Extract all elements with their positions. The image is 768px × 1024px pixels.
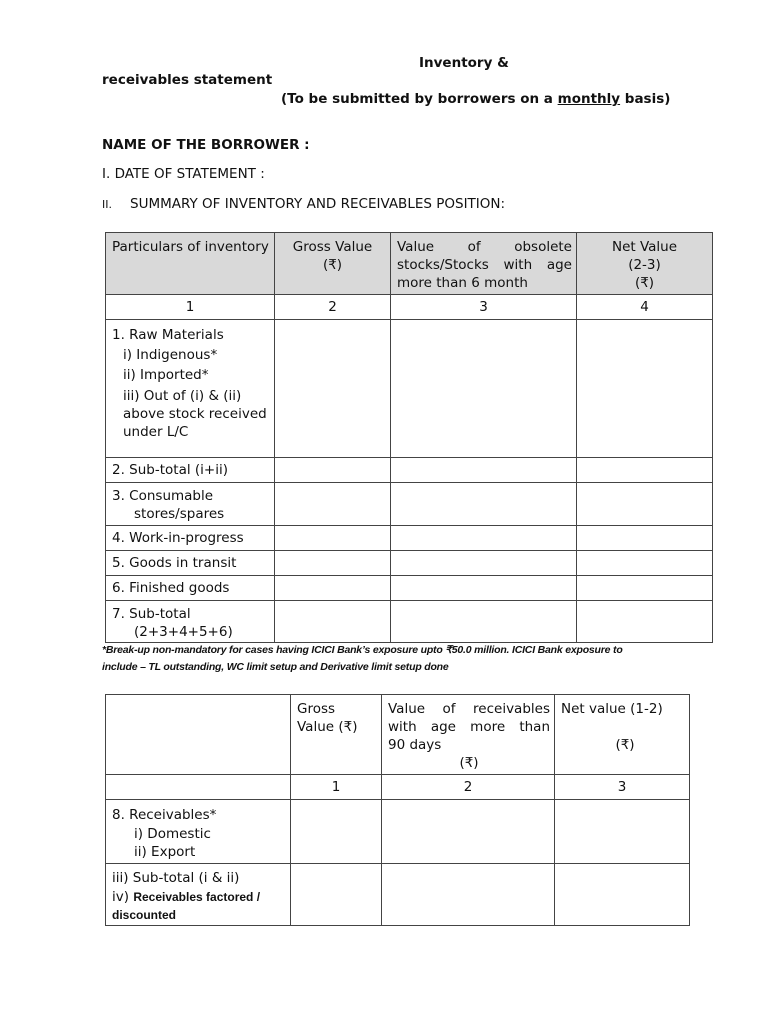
col-number: 2 (275, 295, 391, 320)
summary-number: II. (102, 198, 112, 211)
table-row (106, 458, 713, 483)
cell-empty[interactable] (577, 458, 713, 483)
cell-empty[interactable] (577, 483, 713, 526)
cell-empty[interactable] (577, 551, 713, 576)
cell-empty[interactable] (391, 320, 577, 458)
row-raw-materials: 1. Raw Materials i) Indigenous* ii) Imported* iii) Out of (i) & (ii) above stock received under L/C (106, 320, 275, 458)
table-row (106, 800, 690, 864)
row-subtotal-2: 7. Sub-total (2+3+4+5+6) (106, 601, 275, 643)
header-gross-value: Gross Value (₹) (291, 695, 382, 775)
table-row (106, 864, 690, 926)
col-number: 1 (291, 775, 382, 800)
cell-empty[interactable] (382, 864, 555, 926)
col-number: 4 (577, 295, 713, 320)
subtitle-emphasis: monthly (557, 91, 621, 107)
subtitle (281, 91, 670, 107)
cell-empty[interactable] (275, 576, 391, 601)
header-particulars: Particulars of inventory (106, 233, 275, 295)
cell-empty[interactable] (275, 320, 391, 458)
inventory-header-row (106, 233, 713, 295)
row-subtotal-1: 2. Sub-total (i+ii) (106, 458, 275, 483)
subtitle-prefix: (To be submitted by borrowers on a (281, 91, 558, 107)
receivables-table (105, 694, 690, 926)
table-row (106, 551, 713, 576)
receivables-header-row (106, 695, 690, 775)
row-receivables: 8. Receivables* i) Domestic ii) Export (106, 800, 291, 864)
inventory-col-number-row (106, 295, 713, 320)
footnote: *Break-up non-mandatory for cases having ICICI Bank’s exposure upto ₹50.0 million. ICICI Bank exposure to include – TL outstanding, WC limit setup and Derivative limit setup done (102, 644, 623, 673)
cell-empty[interactable] (391, 551, 577, 576)
cell-empty[interactable] (577, 526, 713, 551)
title-line1: Inventory & (419, 55, 509, 71)
col-number: 2 (382, 775, 555, 800)
cell-empty[interactable] (275, 551, 391, 576)
row-transit: 5. Goods in transit (106, 551, 275, 576)
cell-empty[interactable] (577, 601, 713, 643)
col-number: 1 (106, 295, 275, 320)
header-net-value: Net Value (2-3) (₹) (577, 233, 713, 295)
title-line2: receivables statement (102, 72, 273, 88)
row-wip: 4. Work-in-progress (106, 526, 275, 551)
summary-label: SUMMARY OF INVENTORY AND RECEIVABLES POSITION: (130, 196, 506, 212)
header-obsolete-value: Value of obsolete stocks/Stocks with age more than 6 month (391, 233, 577, 295)
date-label: I. DATE OF STATEMENT : (102, 166, 265, 182)
cell-empty[interactable] (577, 576, 713, 601)
table-row (106, 576, 713, 601)
cell-empty[interactable] (291, 800, 382, 864)
cell-empty[interactable] (291, 864, 382, 926)
cell-empty[interactable] (275, 601, 391, 643)
borrower-label: NAME OF THE BORROWER : (102, 137, 310, 153)
cell-empty[interactable] (391, 526, 577, 551)
cell-empty[interactable] (382, 800, 555, 864)
row-finished: 6. Finished goods (106, 576, 275, 601)
cell-empty[interactable] (391, 483, 577, 526)
table-row (106, 601, 713, 643)
cell-empty[interactable] (391, 458, 577, 483)
table-row (106, 526, 713, 551)
cell-empty[interactable] (577, 320, 713, 458)
cell-empty[interactable] (555, 800, 690, 864)
cell-empty[interactable] (275, 483, 391, 526)
cell-empty[interactable] (555, 864, 690, 926)
header-receivables-age: Value of receivables with age more than 90 days (₹) (382, 695, 555, 775)
header-gross-value: Gross Value (₹) (275, 233, 391, 295)
cell-empty[interactable] (275, 458, 391, 483)
cell-empty[interactable] (275, 526, 391, 551)
col-number: 3 (555, 775, 690, 800)
row-receivables-subtotal: iii) Sub-total (i & ii) iv) Receivables factored / discounted (106, 864, 291, 926)
row-consumable: 3. Consumable stores/spares (106, 483, 275, 526)
header-net-value: Net value (1-2) (₹) (555, 695, 690, 775)
subtitle-suffix: basis) (620, 91, 671, 107)
cell-empty[interactable] (391, 576, 577, 601)
table-row (106, 483, 713, 526)
cell-empty (106, 775, 291, 800)
col-number: 3 (391, 295, 577, 320)
header-blank (106, 695, 291, 775)
cell-empty[interactable] (391, 601, 577, 643)
receivables-col-number-row (106, 775, 690, 800)
inventory-table (105, 232, 713, 643)
table-row (106, 320, 713, 458)
